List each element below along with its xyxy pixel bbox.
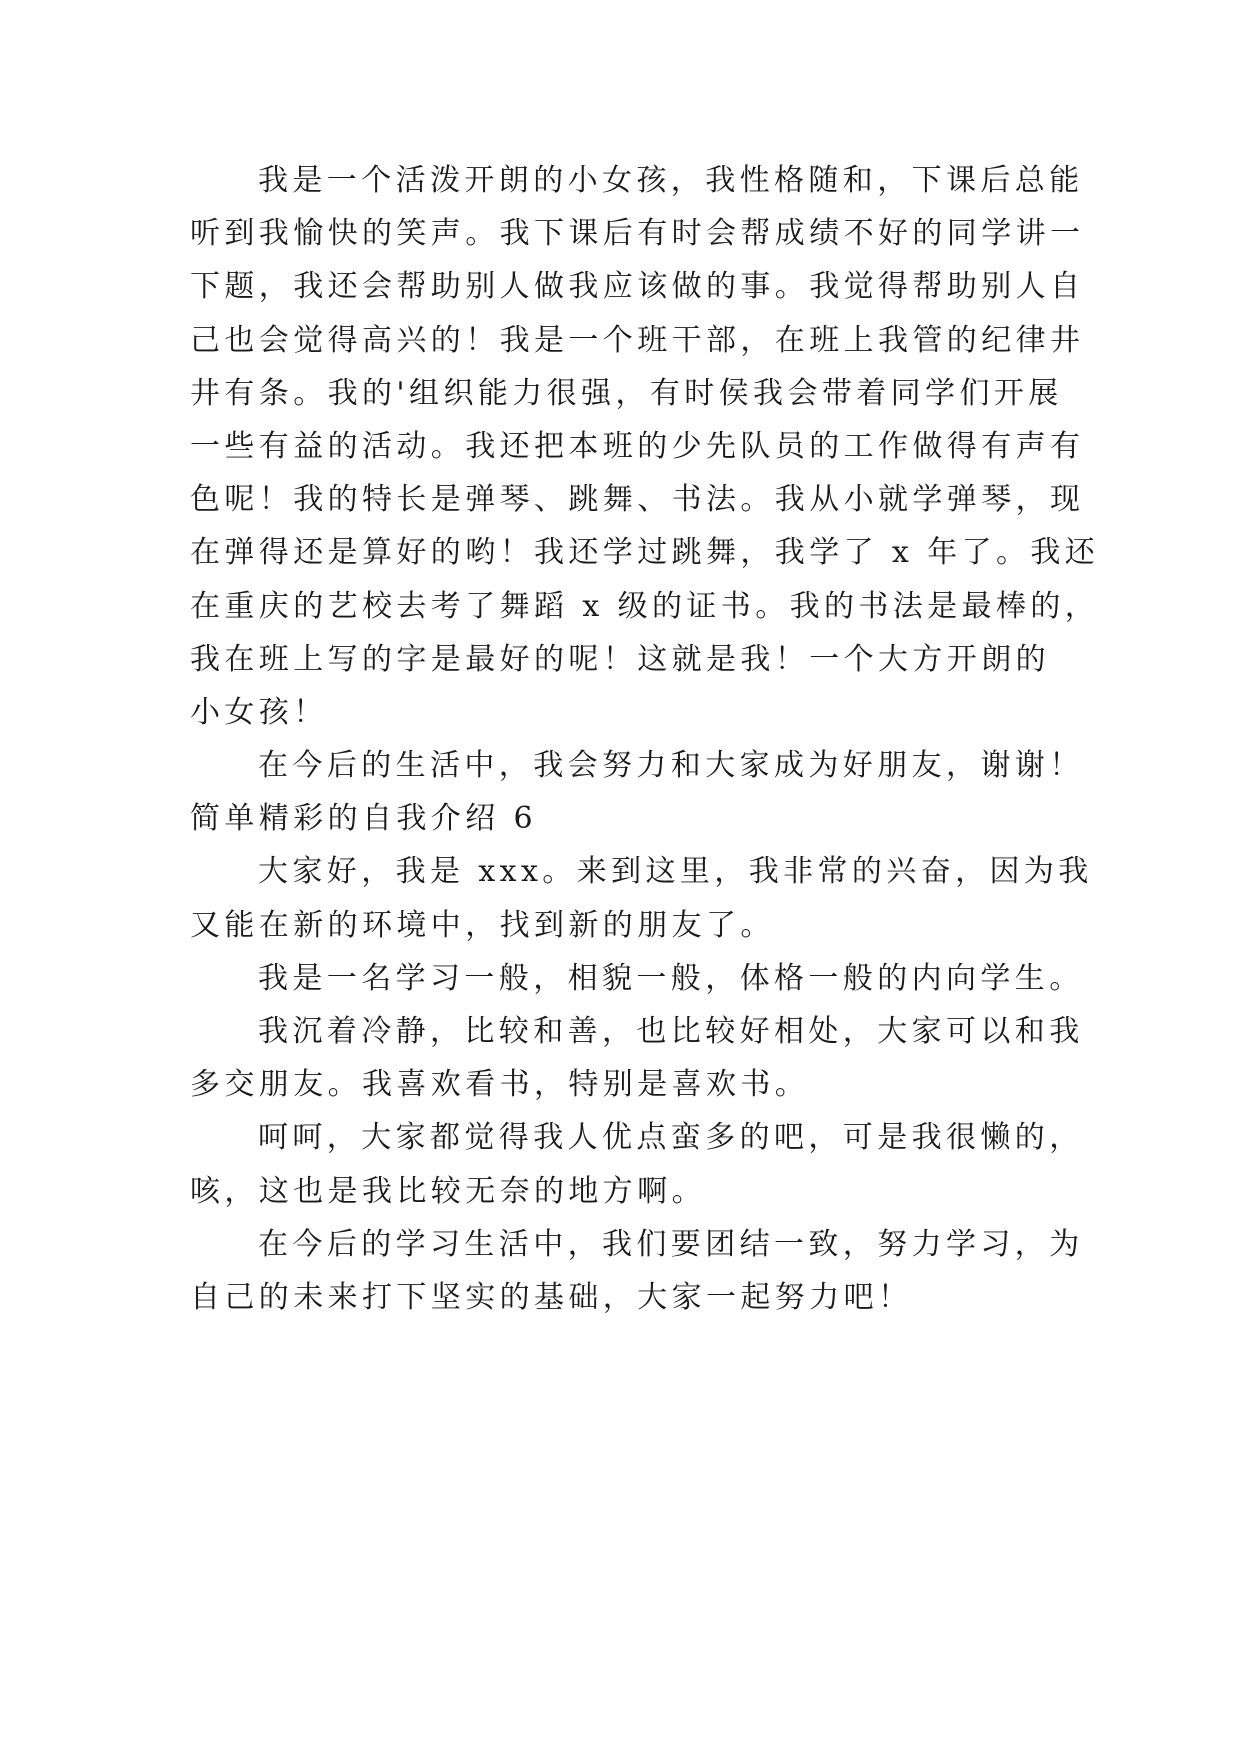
text-line: 己也会觉得高兴的！我是一个班干部，在班上我管的纪律井	[190, 322, 1085, 358]
text-line: 在今后的学习生活中，我们要团结一致，努力学习，为	[258, 1226, 1084, 1262]
text-line: 自己的未来打下坚实的基础，大家一起努力吧！	[190, 1279, 913, 1315]
text-line: 我在班上写的字是最好的呢！这就是我！一个大方开朗的	[190, 641, 1050, 677]
text-line: 色呢！我的特长是弹琴、跳舞、书法。我从小就学弹琴，现	[190, 482, 1085, 518]
text-line: 多交朋友。我喜欢看书，特别是喜欢书。	[190, 1067, 810, 1103]
text-line: 在重庆的艺校去考了舞蹈 x 级的证书。我的书法是最棒的，	[190, 588, 1100, 624]
text-line: 呵呵，大家都觉得我人优点蛮多的吧，可是我很懒的，	[258, 1120, 1084, 1156]
text-line: 我是一名学习一般，相貌一般，体格一般的内向学生。	[258, 960, 1084, 996]
text-line: 我是一个活泼开朗的小女孩，我性格随和，下课后总能	[258, 163, 1084, 198]
text-line: 我沉着冷静，比较和善，也比较好相处，大家可以和我	[258, 1014, 1084, 1049]
text-line: 又能在新的环境中，找到新的朋友了。	[190, 907, 775, 943]
text-line: 听到我愉快的笑声。我下课后有时会帮成绩不好的同学讲一	[190, 216, 1085, 252]
text-line: 在弹得还是算好的哟！我还学过跳舞，我学了 x 年了。我还	[190, 535, 1100, 571]
text-line: 一些有益的活动。我还把本班的少先队员的工作做得有声有	[190, 428, 1085, 464]
text-line: 小女孩！	[190, 694, 328, 730]
text-line: 咳，这也是我比较无奈的地方啊。	[190, 1173, 706, 1209]
document-body	[190, 154, 1100, 1324]
text-line: 在今后的生活中，我会努力和大家成为好朋友，谢谢！	[258, 748, 1084, 784]
section-heading: 简单精彩的自我介绍 6	[190, 801, 538, 837]
text-line: 下题，我还会帮助别人做我应该做的事。我觉得帮助别人自	[190, 269, 1085, 305]
text-line: 井有条。我的'组织能力很强，有时侯我会带着同学们开展	[190, 375, 1063, 411]
text-line: 大家好，我是 xxx。来到这里，我非常的兴奋，因为我	[258, 854, 1093, 890]
